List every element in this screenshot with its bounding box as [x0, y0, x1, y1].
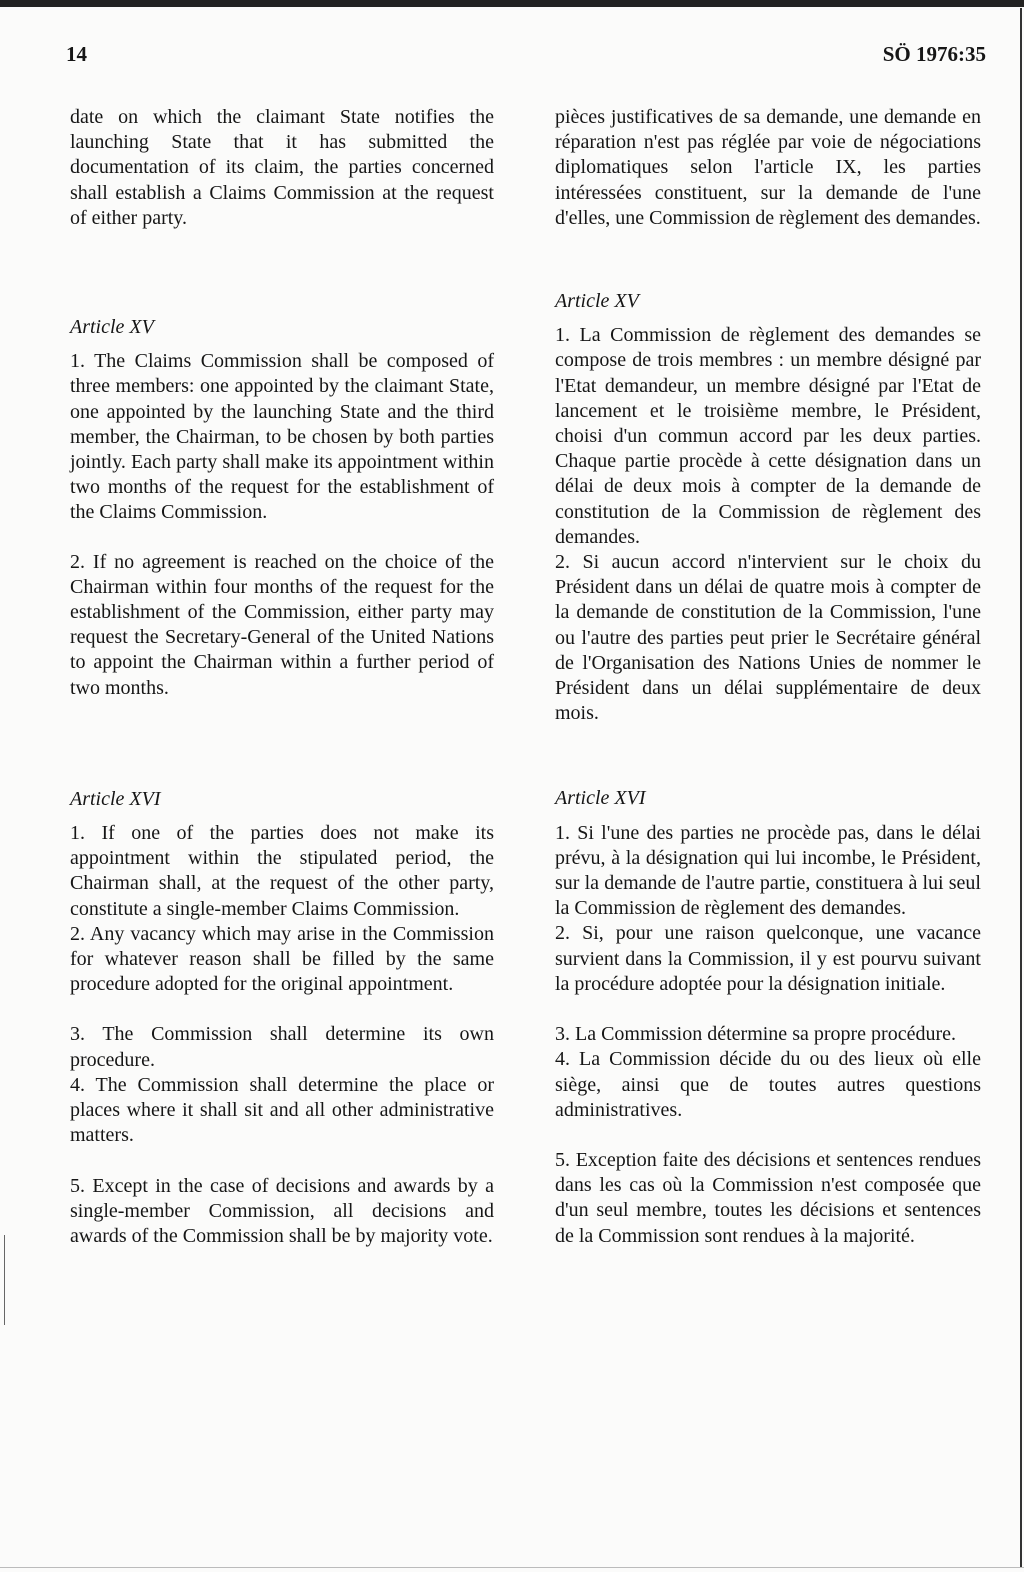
french-intro-paragraph: pièces justificatives de sa demande, une demande en réparation n'est pas réglée par voie de négociations diplomatiques selon l'article IX, les parties intéressées constituent, sur la demande de l'une d'elles, une Commission de règlement des demandes.	[555, 106, 981, 229]
page-header	[66, 42, 986, 67]
french-article-xv-para-2: 2. Si aucun accord n'intervient sur le choix du Président dans un délai de quatre mois à compter de la demande de constitution de la Commission, l'une ou l'autre des parties peut prier le Secrétaire général de l'Organisation des Nations Unies de nommer le Président dans un délai supplémentaire de deux mois.	[555, 551, 981, 725]
french-article-xvi-title: Article XVI	[555, 787, 646, 810]
english-intro-paragraph: date on which the claimant State notifies the launching State that it has submitted the documentation of its claim, the parties concerned shall establish a Claims Commission at the request of either party.	[70, 106, 494, 229]
scan-left-mark	[4, 1235, 5, 1325]
french-article-xv-para-1: 1. La Commission de règlement des demandes se compose de trois membres : un membre désigné par l'Etat demandeur, un membre désigné par l'Etat de lancement et le troisième membre, le Président, choisi d'un commun accord par les deux parties. Chaque partie procède à cette désignation dans un délai de deux mois à compter de la demande de constitution de la Commission de règlement des demandes.	[555, 324, 981, 548]
english-article-xvi-para-3: 3. The Commission shall determine its own procedure.	[70, 1023, 494, 1071]
english-article-xv-para-1: 1. The Claims Commission shall be composed of three members: one appointed by the claimant State, one appointed by the launching State and the third member, the Chairman, to be chosen by both parties jointly. Each party shall make its appointment within two months of the request for the establishment of the Claims Commission.	[70, 350, 494, 524]
english-column	[70, 105, 494, 1249]
page-number: 14	[66, 42, 87, 66]
document-reference: SÖ 1976:35	[882, 42, 986, 66]
english-article-xvi-para-1: 1. If one of the parties does not make its appointment within the stipulated period, the Chairman shall, at the request of the other party, constitute a single-member Claims Commission.	[70, 822, 494, 920]
english-article-xv-para-2: 2. If no agreement is reached on the choice of the Chairman within four months of the request for the establishment of the Commission, either party may request the Secretary-General of the United Nations to appoint the Chairman within a further period of two months.	[70, 550, 494, 699]
english-article-xvi-para-4: 4. The Commission shall determine the place or places where it shall sit and all other administrative matters.	[70, 1073, 494, 1147]
french-article-xvi-para-2: 2. Si, pour une raison quelconque, une vacance survient dans la Commission, il y est pourvu suivant la procédure adoptée pour la désignation initiale.	[555, 922, 981, 995]
scan-bottom-border	[0, 1567, 1024, 1568]
scan-top-border	[0, 0, 1024, 7]
french-article-xvi-para-5: 5. Exception faite des décisions et sentences rendues dans les cas où la Commission n'est composée que d'un seul membre, toutes les décisions et sentences de la Commission sont rendues à la majorité.	[555, 1148, 981, 1247]
english-article-xvi-para-2: 2. Any vacancy which may arise in the Commission for whatever reason shall be filled by the same procedure adopted for the original appointment.	[70, 922, 494, 996]
scan-right-border	[1020, 8, 1022, 1568]
french-column	[555, 105, 981, 1249]
french-article-xvi-para-1: 1. Si l'une des parties ne procède pas, dans le délai prévu, à la désignation qui lui incombe, le Président, sur la demande de l'autre partie, constituera à lui seul la Commission de règlement des demandes.	[555, 821, 981, 920]
english-article-xvi-para-5: 5. Except in the case of decisions and awards by a single-member Commission, all decisions and awards of the Commission shall be by majority vote.	[70, 1174, 494, 1247]
french-article-xvi-para-4: 4. La Commission décide du ou des lieux où elle siège, ainsi que de toutes autres questions administratives.	[555, 1048, 981, 1121]
english-article-xvi-title: Article XVI	[70, 787, 161, 810]
french-article-xv-title: Article XV	[555, 290, 639, 313]
french-article-xvi-para-3: 3. La Commission détermine sa propre procédure.	[555, 1023, 956, 1046]
english-article-xv-title: Article XV	[70, 316, 154, 339]
